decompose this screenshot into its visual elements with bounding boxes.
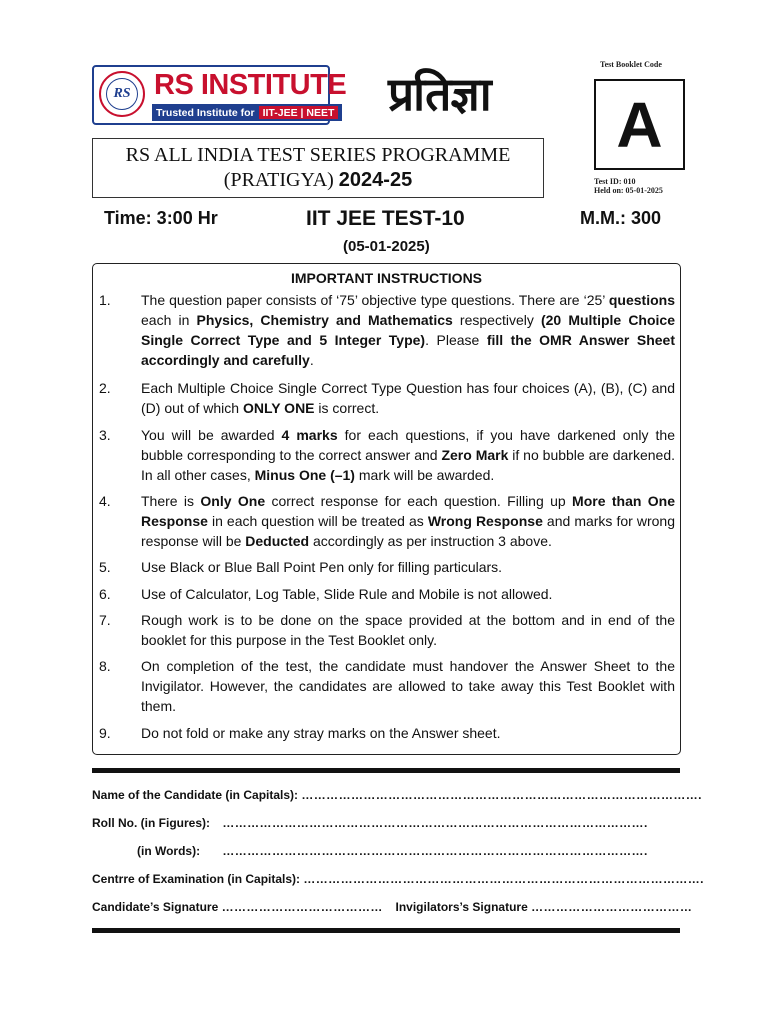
instruction-item (99, 584, 675, 604)
test-date: (05-01-2025) (343, 238, 430, 255)
programme-title-box (92, 138, 544, 198)
instruction-number: 2. (99, 380, 111, 396)
instruction-number: 6. (99, 586, 111, 602)
invigilator-signature-label: Invigilators’s Signature (395, 900, 528, 914)
instruction-item (99, 723, 675, 743)
instruction-number: 5. (99, 559, 111, 575)
roll-words-field (92, 844, 648, 858)
exam-time: Time: 3:00 Hr (104, 208, 218, 228)
candidate-signature-blank: ………………………………… (221, 900, 383, 914)
logo-highlight: IIT-JEE | NEET (259, 106, 339, 119)
programme-year: 2024-25 (338, 169, 413, 191)
roll-words-label: (in Words): (137, 844, 201, 858)
logo-tagline-band (152, 104, 342, 121)
logo-seal-icon (99, 71, 145, 117)
instruction-number: 9. (99, 725, 111, 741)
programme-title: RS ALL INDIA TEST SERIES PROGRAMME (125, 144, 511, 166)
candidate-name-field (92, 788, 702, 802)
roll-words-blank: …………………………………………………………………………………………. (222, 844, 648, 858)
instruction-item (99, 378, 675, 418)
invigilator-signature-blank: ………………………………… (531, 900, 693, 914)
centre-label: Centrre of Examination (in Capitals): (92, 872, 301, 886)
centre-blank: ……………………………………………………………………………………. (303, 872, 704, 886)
held-on: Held on: 05-01-2025 (594, 186, 663, 195)
candidate-name-blank: ……………………………………………………………………………………. (301, 788, 702, 802)
pratigya-wordmark: प्रतिज्ञा (388, 67, 491, 121)
test-id: Test ID: 010 (594, 177, 636, 186)
instruction-text: Do not fold or make any stray marks on the Answer sheet. (141, 725, 501, 741)
logo-name: RS INSTITUTE (154, 69, 347, 101)
instruction-text: On completion of the test, the candidate must handover the Answer Sheet to the Invigilator. However, the candidates are allowed to take away this Test Booklet with them. (141, 658, 675, 714)
booklet-code-label: Test Booklet Code (600, 60, 662, 69)
instruction-item (99, 656, 675, 716)
roll-figures-label: Roll No. (in Figures): (92, 816, 210, 830)
instruction-item (99, 425, 675, 485)
instruction-number: 8. (99, 658, 111, 674)
instruction-number: 3. (99, 427, 111, 443)
instruction-number: 1. (99, 292, 111, 308)
instructions-box (92, 263, 681, 755)
candidate-signature-label: Candidate’s Signature (92, 900, 219, 914)
logo-seal-text: RS (106, 78, 138, 110)
centre-field (92, 872, 704, 886)
programme-name: (PRATIGYA) (223, 169, 334, 191)
signature-field (92, 900, 692, 914)
instruction-item (99, 610, 675, 650)
instruction-item (99, 557, 675, 577)
divider-top (92, 768, 680, 773)
test-meta (594, 177, 663, 195)
instruction-item (99, 491, 675, 551)
test-title: IIT JEE TEST-10 (306, 207, 465, 230)
programme-subtitle (93, 169, 543, 192)
max-marks: M.M.: 300 (580, 208, 662, 228)
instruction-text: Each Multiple Choice Single Correct Type Question has four choices (A), (B), (C) and (D) out of which ONLY ONE is correct. (141, 380, 675, 416)
instruction-number: 7. (99, 612, 111, 628)
instruction-number: 4. (99, 493, 111, 509)
instruction-text: There is Only One correct response for each question. Filling up More than One Response in each question will be treated as Wrong Response and marks for wrong response will be Deducted accordingly as per instruction 3 above. (141, 493, 675, 549)
divider-bottom (92, 928, 680, 933)
instruction-text: You will be awarded 4 marks for each questions, if you have darkened only the bubble corresponding to the correct answer and Zero Mark if no bubble are darkened. In all other cases, Minus One (–1) mark will be awarded. (141, 427, 675, 483)
instruction-text: The question paper consists of ‘75’ objective type questions. There are ‘25’ questions each in Physics, Chemistry and Mathematics respectively (20 Multiple Choice Single Correct Type and 5 Integer Type). Please fill the OMR Answer Sheet accordingly and carefully. (141, 292, 675, 368)
instruction-text: Use of Calculator, Log Table, Slide Rule and Mobile is not allowed. (141, 586, 553, 602)
roll-figures-blank: …………………………………………………………………………………………. (222, 816, 648, 830)
institute-logo (92, 65, 347, 125)
instruction-item (99, 290, 675, 370)
instruction-text: Rough work is to be done on the space provided at the bottom and in end of the booklet for this purpose in the Test Booklet only. (141, 612, 675, 648)
instructions-heading: IMPORTANT INSTRUCTIONS (290, 270, 483, 286)
roll-figures-field (92, 816, 648, 830)
logo-tagline: Trusted Institute for (156, 106, 255, 119)
instruction-text: Use Black or Blue Ball Point Pen only for filling particulars. (141, 559, 503, 575)
booklet-code: A (594, 79, 685, 170)
candidate-name-label: Name of the Candidate (in Capitals): (92, 788, 299, 802)
